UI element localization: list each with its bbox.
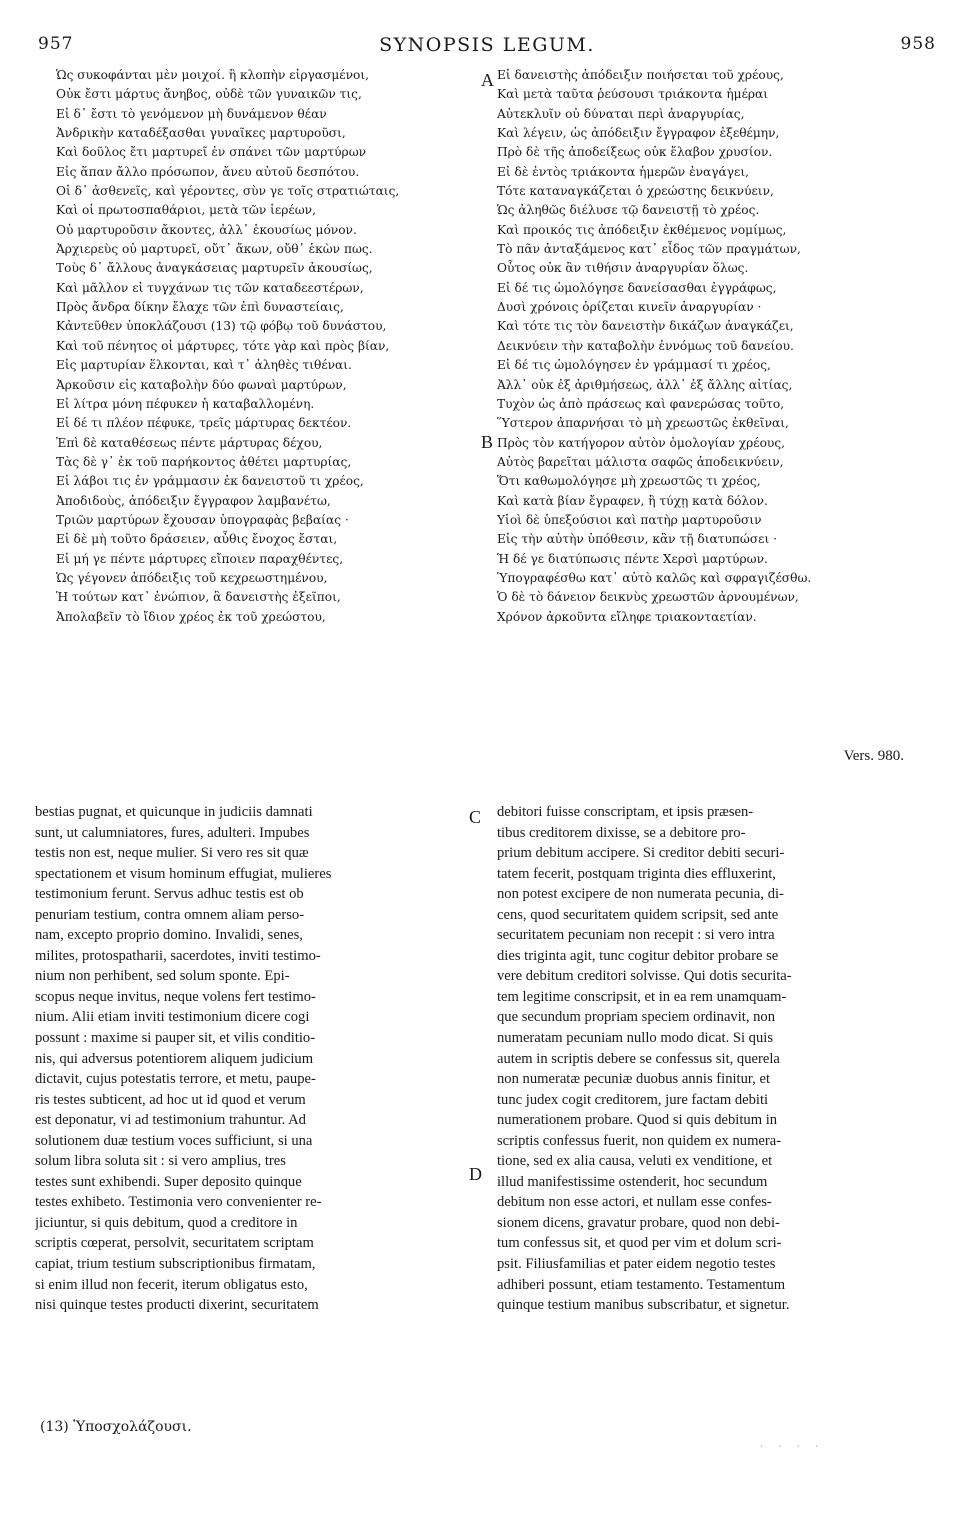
latin-text-line: adhiberi possunt, etiam testamento. Testamentum [497, 1276, 786, 1293]
greek-verse-line: Ἀνδρικὴν καταδέξασθαι γυναῖκες μαρτυροῦσι, [56, 126, 346, 141]
footnote: (13) Ὑποσχολάζουσι. [40, 1419, 192, 1435]
latin-text-line: penuriam testium, contra omnem aliam perso- [35, 906, 305, 923]
latin-text-line: scriptis confessus fuerit, non quidem ex numera- [497, 1132, 782, 1149]
latin-text-line: spectationem et visum hominum effugiat, mulieres [35, 865, 332, 882]
greek-verse-line: Καὶ δοῦλος ἔτι μαρτυρεῖ ἐν σπάνει τῶν μαρτύρων [56, 145, 367, 160]
greek-verse-line: Ἀποδιδοὺς, ἀπόδειξιν ἔγγραφον λαμβανέτω, [56, 493, 331, 508]
greek-verse-line: Ἀλλ᾽ οὐκ ἐξ ἀριθμήσεως, ἀλλ᾽ ἐξ ἄλλης αἰτίας, [497, 377, 793, 392]
latin-text-line: sunt, ut calumniatores, fures, adulteri. Impubes [35, 824, 310, 841]
latin-text-line: tatem fecerit, postquam triginta dies effluxerint, [497, 865, 776, 882]
greek-verse-line: Εἰ λάβοι τις ἐν γράμμασιν ἐκ δανειστοῦ τι χρέος, [56, 474, 364, 489]
greek-verse-line: Ὅτι καθωμολόγησε μὴ χρεωστῶς τι χρέος, [497, 474, 761, 489]
latin-text-line: testis non est, neque mulier. Si vero res sit quæ [35, 845, 309, 862]
latin-translation-column-left [35, 802, 463, 1316]
greek-verse-line: Δυσὶ χρόνοις ὁρίζεται κινεῖν ἀναργυρίαν · [497, 300, 762, 315]
greek-verse-line: Εἰ λίτρα μόνη πέφυκεν ἡ καταβαλλομένη. [56, 396, 315, 411]
latin-text-line: milites, protospatharii, sacerdotes, inviti testimo- [35, 947, 321, 964]
latin-text-line: vere debitum creditori solvisse. Qui dotis securita- [497, 968, 792, 985]
greek-verse-line: Καὶ λέγειν, ὡς ἀπόδειξιν ἔγγραφον ἐξεθέμην, [497, 126, 780, 141]
page-number-right: 958 [900, 34, 936, 54]
greek-verse-line: Εἰ δανειστὴς ἀπόδειξιν ποιήσεται τοῦ χρέους, [497, 68, 784, 82]
latin-translation-column-right [497, 802, 919, 1316]
greek-verse-line: Καὶ μᾶλλον εἰ τυγχάνων τις τῶν καταδεεστέρων, [56, 280, 364, 295]
latin-text-line: nis, qui adversus potentiorem aliquem judicium [35, 1050, 314, 1067]
latin-text-line: testimonium ferunt. Servus adhuc testis est ob [35, 886, 304, 903]
latin-text-line: autem in scriptis debere se confessus sit, querela [497, 1050, 780, 1067]
greek-verse-line: Καὶ τοῦ πένητος οἱ μάρτυρες, τότε γὰρ καὶ πρὸς βίαν, [56, 338, 390, 353]
latin-text-line: que secundum propriam speciem ordinavit, non [497, 1009, 776, 1026]
greek-verse-line: Ὕστερον ἀπαρνήσαι τὸ μὴ χρεωστῶς ἐκθεῖναι, [497, 416, 789, 431]
greek-verse-line: Πρὸς ἄνδρα δίκην ἔλαχε τῶν ἐπὶ δυναστείαις, [56, 300, 344, 315]
latin-text-line: jiciuntur, si quis debitum, quod a creditore in [35, 1214, 298, 1231]
greek-verse-line: Ὡς γέγονεν ἀπόδειξις τοῦ κεχρεωστημένου, [56, 570, 328, 585]
page-number-left: 957 [38, 34, 74, 54]
latin-text-line: debitum non esse actori, et nullam esse confes- [497, 1194, 772, 1211]
greek-verse-line: Χρόνον ἀρκοῦντα εἴληφε τριακονταετίαν. [497, 609, 757, 624]
latin-text-line: numeratam pecuniam nullo modo dicat. Si quis [497, 1030, 774, 1047]
latin-text-line: dictavit, cujus potestatis terrore, et metu, paupe- [35, 1071, 316, 1088]
latin-text-line: non potest excipere de non numerata pecunia, di- [497, 886, 784, 903]
margin-letter-c: C [469, 807, 482, 827]
greek-verse-line: Οὐ μαρτυροῦσιν ἄκοντες, ἀλλ᾽ ἑκουσίως μόνον. [56, 222, 357, 237]
greek-verse-line: Καὶ τότε τις τὸν δανειστὴν δικάζων ἀναγκάζει, [497, 319, 794, 334]
scan-specks: · · · · [760, 1442, 825, 1453]
latin-text-line: ris testes subticent, ad hoc ut id quod et verum [35, 1091, 306, 1108]
greek-verse-line: Εἰ δὲ μὴ τοῦτο δράσειεν, αὖθις ἔνοχος ἔσται, [56, 532, 338, 547]
latin-text-line: tum confessus sit, et quod per vim et dolum scri- [497, 1235, 782, 1252]
greek-verse-line: Εἰς μαρτυρίαν ἕλκονται, καὶ τ᾽ ἀληθὲς τιθέναι. [56, 358, 352, 373]
latin-text-line: cens, quod securitatem quidem scripsit, sed ante [497, 906, 779, 923]
latin-text-line: solutionem duæ testium voces sufficiunt, si una [35, 1132, 313, 1149]
greek-verse-line: Εἰ δέ τι πλέον πέφυκε, τρεῖς μάρτυρας δεκτέον. [56, 416, 352, 431]
greek-verse-line: Ἐπὶ δὲ καταθέσεως πέντε μάρτυρας δέχου, [56, 435, 323, 450]
latin-text-line: testes sunt exhibendi. Super deposito quinque [35, 1173, 302, 1190]
greek-verse-line: Καὶ μετὰ ταῦτα ῥεύσουσι τριάκοντα ἡμέραι [497, 87, 769, 102]
greek-verse-line: Τότε καταναγκάζεται ὁ χρεώστης δεικνύειν, [497, 184, 774, 199]
latin-text-line: numerationem probare. Quod si quis debitum in [497, 1112, 778, 1129]
greek-verse-column-right [497, 66, 917, 627]
greek-verse-line: Τοὺς δ᾽ ἄλλους ἀναγκάσειας μαρτυρεῖν ἀκουσίως, [56, 261, 373, 276]
latin-text-line: securitatem pecuniam non recepit : si vero intra [497, 927, 775, 944]
greek-verse-line: Ἡ τούτων κατ᾽ ἐνώπιον, ἃ δανειστὴς ἐξεῖποι, [56, 590, 341, 605]
greek-verse-line: Ἀρχιερεὺς οὐ μαρτυρεῖ, οὔτ᾽ ἄκων, οὔθ᾽ ἑκὼν πως. [56, 242, 373, 257]
greek-verse-line: Οἱ δ᾽ ἀσθενεῖς, καὶ γέροντες, σὺν γε τοῖς στρατιώταις, [56, 184, 400, 199]
greek-verse-line: Ὡς ἀληθῶς διέλυσε τῷ δανειστῇ τὸ χρέος. [497, 203, 760, 218]
latin-text-line: sionem dicens, gravatur probare, quod non debi- [497, 1214, 780, 1231]
greek-verse-line: Εἰ μή γε πέντε μάρτυρες εἴποιεν παραχθέντες, [56, 551, 344, 566]
latin-text-line: nisi quinque testes producti dixerint, securitatem [35, 1297, 319, 1314]
latin-text-line: non numeratæ pecuniæ duobus annis finitur, et [497, 1071, 771, 1088]
latin-text-line: psit. Filiusfamilias et pater eidem negotio testes [497, 1256, 776, 1273]
page-header [38, 34, 936, 60]
latin-text-line: scriptis cœperat, persolvit, securitatem scriptam [35, 1235, 314, 1252]
latin-text-line: quinque testium manibus subscribatur, et signetur. [497, 1297, 790, 1314]
greek-verse-line: Υἱοὶ δὲ ὑπεξούσιοι καὶ πατὴρ μαρτυροῦσιν [497, 512, 762, 527]
latin-text-line: testes exhibeto. Testimonia vero convenienter re- [35, 1194, 322, 1211]
greek-verse-line: Οὐκ ἔστι μάρτυς ἄνηβος, οὐδὲ τῶν γυναικῶν τις, [56, 87, 362, 102]
running-title: SYNOPSIS LEGUM. [379, 34, 595, 56]
latin-text-line: tunc judex cogit creditorem, jure factam debiti [497, 1091, 769, 1108]
greek-verse-line: Οὗτος οὐκ ἂν τιθήσιν ἀναργυρίαν ὅλως. [497, 261, 749, 276]
greek-verse-line: Αὐτεκλυῖν οὐ δύναται περὶ ἀναργυρίας, [497, 106, 745, 121]
greek-verse-line: Ὁ δὲ τὸ δάνειον δεικνὺς χρεωστῶν ἀρνουμένων, [497, 590, 799, 605]
latin-text-line: bestias pugnat, et quicunque in judiciis damnati [35, 804, 313, 820]
greek-verse-line: Δεικνύειν τὴν καταβολὴν ἐννόμως τοῦ δανείου. [497, 338, 794, 353]
latin-text-line: tem legitime conscripsit, et in ea rem unamquam- [497, 988, 787, 1005]
latin-text-line: solum libra soluta sit : si vero amplius, tres [35, 1153, 286, 1170]
latin-text-line: scopus neque invitus, neque volens fert testimo- [35, 988, 316, 1005]
latin-text-line: si enim illud non fecerit, iterum obligatus esto, [35, 1276, 308, 1293]
latin-text-line: possunt : maxime si pauper sit, et vilis conditio- [35, 1030, 316, 1047]
greek-verse-line: Αὐτὸς βαρεῖται μάλιστα σαφῶς ἀποδεικνύειν, [497, 454, 784, 469]
greek-verse-line: Τυχὸν ὡς ἀπὸ πράσεως καὶ φανερώσας τοῦτο, [497, 396, 785, 411]
margin-letter-b: B [481, 432, 494, 452]
greek-verse-line: Κἀντεῦθεν ὑποκλάζουσι (13) τῷ φόβῳ τοῦ δυνάστου, [56, 319, 387, 334]
greek-verse-column-left [56, 66, 476, 627]
latin-text-line: illud manifestissime ostenderit, hoc secundum [497, 1173, 768, 1190]
latin-text-line: prium debitum accipere. Si creditor debiti securi- [497, 845, 785, 862]
margin-letter-d: D [469, 1164, 482, 1184]
greek-verse-line: Καὶ προικός τις ἀπόδειξιν ἐκθέμενος νομίμως, [497, 222, 787, 237]
greek-verse-line: Ὡς συκοφάνται μὲν μοιχοί. ἢ κλοπὴν εἰργασμένοι, [56, 68, 369, 82]
latin-text-line: tibus creditorem dixisse, se a debitore pro- [497, 824, 746, 841]
latin-text-line: est deponatur, vi ad testimonium trahuntur. Ad [35, 1112, 306, 1129]
greek-verse-line: Εἰ δὲ ἐντὸς τριάκοντα ἡμερῶν ἐναγάγει, [497, 164, 750, 179]
latin-text-line: debitori fuisse conscriptam, et ipsis præsen- [497, 804, 754, 820]
verse-marker: Vers. 980. [843, 748, 904, 764]
greek-verse-line: Εἰς ἅπαν ἄλλο πρόσωπον, ἄνευ αὐτοῦ δεσπότου. [56, 164, 360, 179]
greek-verse-line: Ἀρκοῦσιν εἰς καταβολὴν δύο φωναὶ μαρτύρων, [56, 377, 347, 392]
greek-verse-line: Εἰ δέ τις ὡμολόγησεν ἐν γράμμασί τι χρέος, [497, 358, 771, 373]
latin-text-line: nium non perhibent, sed solum sponte. Epi- [35, 968, 290, 985]
latin-text-line: capiat, trium testium subscriptionibus firmatam, [35, 1256, 316, 1273]
greek-verse-line: Εἰς τὴν αὐτὴν ὑπόθεσιν, κἂν τῇ διατυπώσει · [497, 532, 777, 547]
greek-verse-line: Ὑπογραφέσθω κατ᾽ αὐτὸ καλῶς καὶ σφραγιζέσθω. [497, 570, 812, 585]
greek-verse-line: Εἰ δ᾽ ἔστι τὸ γενόμενον μὴ δυνάμενον θέαν [56, 106, 327, 121]
greek-verse-line: Τὸ πᾶν ἀνταξάμενος κατ᾽ εἶδος τῶν πραγμάτων, [497, 242, 801, 257]
greek-verse-line: Ἡ δέ γε διατύπωσις πέντε Χερσὶ μαρτύρων. [497, 551, 768, 566]
greek-verse-line: Καὶ κατὰ βίαν ἔγραφεν, ἢ τύχῃ κατὰ δόλον. [497, 493, 768, 508]
greek-verse-line: Τὰς δὲ γ᾽ ἐκ τοῦ παρήκοντος ἀθέτει μαρτυρίας, [56, 454, 352, 469]
greek-verse-line: Ἀπολαβεῖν τὸ ἴδιον χρέος ἐκ τοῦ χρεώστου, [56, 609, 326, 624]
latin-text-line: nam, excepto proprio domino. Invalidi, senes, [35, 927, 303, 944]
greek-verse-line: Πρὸ δὲ τῆς ἀποδείξεως οὐκ ἔλαβον χρυσίον. [497, 145, 773, 160]
greek-verse-line: Τριῶν μαρτύρων ἔχουσαν ὑπογραφὰς βεβαίας · [56, 512, 349, 527]
margin-letter-a: A [481, 70, 494, 90]
latin-text-line: tione, sed ex alia causa, veluti ex venditione, et [497, 1153, 773, 1170]
greek-verse-line: Εἰ δέ τις ὡμολόγησε δανείσασθαι ἐγγράφως, [497, 280, 777, 295]
latin-text-line: dies triginta agit, tunc cogitur debitor probare se [497, 947, 779, 964]
greek-verse-line: Πρὸς τὸν κατήγορον αὐτὸν ὁμολογίαν χρέους, [497, 435, 786, 450]
latin-text-line: nium. Alii etiam inviti testimonium dicere cogi [35, 1009, 310, 1026]
greek-verse-line: Καὶ οἱ πρωτοσπαθάριοι, μετὰ τῶν ἱερέων, [56, 203, 316, 218]
